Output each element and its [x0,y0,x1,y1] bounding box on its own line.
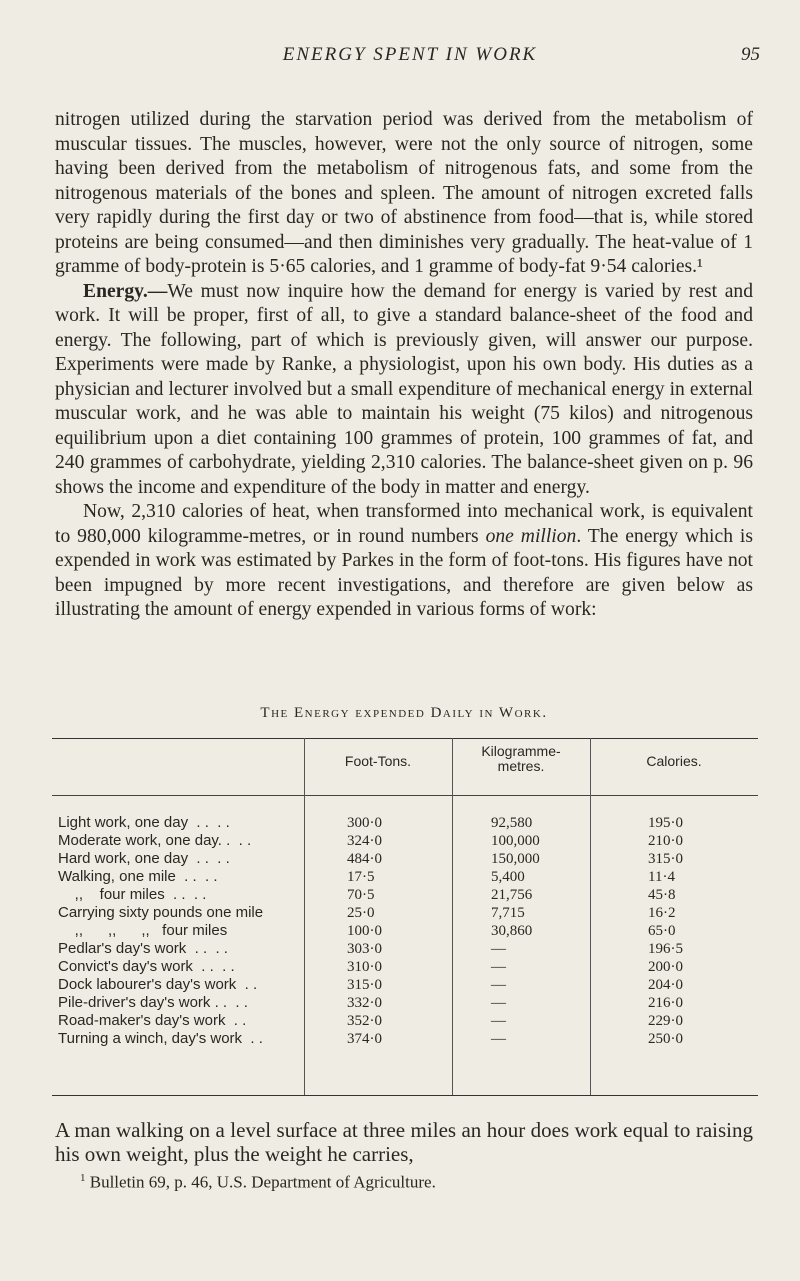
cell-kilogramme-metres: — [491,995,506,1011]
table-header-rule [52,795,758,796]
table-row [52,868,758,886]
cell-calories: 16·2 [648,905,676,921]
table-row [52,850,758,868]
cell-calories: 315·0 [648,851,683,867]
cell-kilogramme-metres: 100,000 [491,833,540,849]
header-kgm-line2: metres. [497,758,545,774]
table-row [52,1012,758,1030]
cell-kilogramme-metres: — [491,1013,506,1029]
paragraph [55,280,753,501]
cell-foot-tons: 25·0 [347,905,375,921]
table-row [52,940,758,958]
table-row [52,922,758,940]
table-row [52,976,758,994]
row-label: Walking, one mile . . . . [58,868,218,885]
running-head: ENERGY SPENT IN WORK [282,44,538,65]
table-row [52,994,758,1012]
cell-kilogramme-metres: 5,400 [491,869,525,885]
paragraph-lead: Energy.— [83,280,168,302]
footnote-text: Bulletin 69, p. 46, U.S. Department of Agriculture. [85,1172,436,1192]
header-kilogramme-metres [452,744,590,774]
row-label: Pile-driver's day's work . . . . [58,994,248,1011]
cell-kilogramme-metres: — [491,959,506,975]
cell-foot-tons: 332·0 [347,995,382,1011]
table-bottom-rule [52,1095,758,1096]
cell-foot-tons: 70·5 [347,887,375,903]
paragraph: nitrogen utilized during the starvation period was derived from the metabolism of muscular tissues. The muscles, however, were not the only source of nitrogen, some having been derived from the metabolism of nitrogenous fats, and some from the nitrogenous materials of the bones and spleen. The amount of nitrogen excreted falls very rapidly during the first day or two of abstinence from food—that is, while stored proteins are being consumed—and then diminishes very gradually. The heat-value of 1 gramme of body-protein is 5·65 calories, and 1 gramme of body-fat 9·54 calories.¹ [55,109,753,277]
cell-foot-tons: 310·0 [347,959,382,975]
cell-calories: 45·8 [648,887,676,903]
table-row [52,814,758,832]
row-label: Moderate work, one day. . . . [58,832,252,849]
cell-foot-tons: 484·0 [347,851,382,867]
cell-kilogramme-metres: 7,715 [491,905,525,921]
cell-kilogramme-metres: — [491,1031,506,1047]
table-title: The Energy expended Daily in Work. [260,705,548,721]
cell-kilogramme-metres: — [491,977,506,993]
body-text [55,108,753,623]
table-body [52,814,758,1048]
cell-calories: 200·0 [648,959,683,975]
cell-calories: 204·0 [648,977,683,993]
cell-foot-tons: 324·0 [347,833,382,849]
cell-foot-tons: 303·0 [347,941,382,957]
row-label: Light work, one day . . . . [58,814,230,831]
header-kgm-line1: Kilogramme- [481,743,561,759]
row-label: Turning a winch, day's work . . [58,1030,263,1047]
cell-foot-tons: 300·0 [347,815,382,831]
emphasis-text: one million [485,525,577,547]
table-row [52,886,758,904]
cell-calories: 11·4 [648,869,675,885]
table-top-rule [52,738,758,739]
row-label: Hard work, one day . . . . [58,850,230,867]
cell-kilogramme-metres: 150,000 [491,851,540,867]
paragraph-text: Now, 2,310 calories of heat, when transformed into mechanical work, is equivalent to 980,000 kilogramme-metres, or in round numbers [55,501,753,547]
row-label: Convict's day's work . . . . [58,958,235,975]
row-label: Dock labourer's day's work . . [58,976,258,993]
cell-calories: 65·0 [648,923,676,939]
row-label: Pedlar's day's work . . . . [58,940,228,957]
continuing-paragraph: A man walking on a level surface at three miles an hour does work equal to raising his own weight, plus the weight he carries, [55,1118,753,1166]
paragraph-text: We must now inquire how the demand for energy is varied by rest and work. It will be proper, first of all, to give a standard balance-sheet of the food and energy. The following, part of which is previously given, will answer our purpose. Experiments were made by Ranke, a physiologist, upon his own body. His duties as a physician and lecturer involved but a small expenditure of mechanical energy in external muscular work, and he was able to maintain his weight (75 kilos) and nitrogenous equilibrium upon a diet containing 100 grammes of protein, 100 grammes of fat, and 240 grammes of carbohydrate, yielding 2,310 calories. The balance-sheet given on p. 96 shows the income and expenditure of the body in matter and energy. [55,280,753,498]
row-label: ,, four miles . . . . [58,886,207,903]
cell-foot-tons: 315·0 [347,977,382,993]
paragraph [55,500,753,623]
page-header [60,44,760,74]
table-row [52,904,758,922]
table-row [52,958,758,976]
energy-table [52,738,758,1112]
row-label: Carrying sixty pounds one mile [58,904,264,921]
table-row [52,1030,758,1048]
paragraph-text: . The energy which is expended in work was estimated by Parkes in the form of foot-tons. His figures have not been impugned by more recent investigations, and therefore are given below as illustrating the amount of energy expended in various forms of work: [55,525,753,620]
cell-kilogramme-metres: 21,756 [491,887,533,903]
page-number: 95 [741,44,760,65]
cell-kilogramme-metres: — [491,941,506,957]
cell-calories: 210·0 [648,833,683,849]
cell-foot-tons: 374·0 [347,1031,382,1047]
cell-foot-tons: 17·5 [347,869,375,885]
cell-calories: 196·5 [648,941,683,957]
cell-foot-tons: 352·0 [347,1013,382,1029]
cell-calories: 250·0 [648,1031,683,1047]
cell-calories: 216·0 [648,995,683,1011]
cell-calories: 229·0 [648,1013,683,1029]
cell-calories: 195·0 [648,815,683,831]
footnote [80,1168,753,1193]
row-label: ,, ,, ,, four miles [58,922,228,939]
cell-foot-tons: 100·0 [347,923,382,939]
cell-kilogramme-metres: 30,860 [491,923,533,939]
footnote-marker: 1 [80,1172,86,1184]
cell-kilogramme-metres: 92,580 [491,815,533,831]
table-row [52,832,758,850]
row-label: Road-maker's day's work . . [58,1012,247,1029]
header-calories: Calories. [646,753,702,769]
header-foot-tons: Foot-Tons. [344,753,412,769]
